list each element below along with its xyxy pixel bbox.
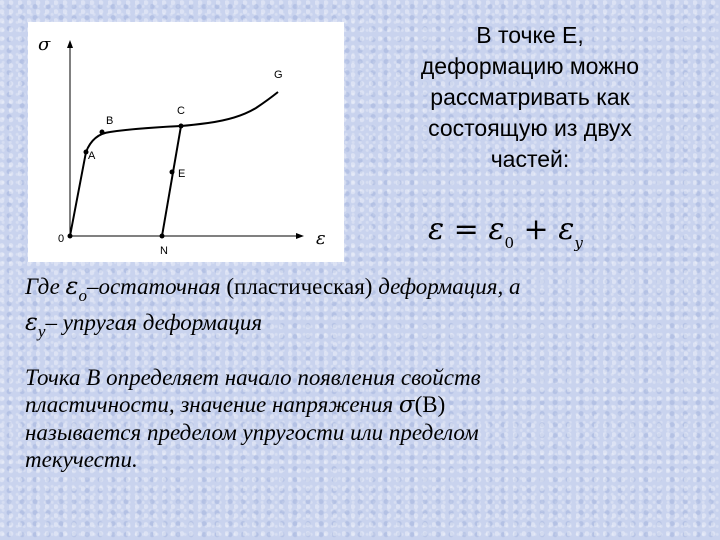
- heading-line: частей:: [490, 146, 570, 172]
- definition-elastic: упругая деформация: [62, 310, 263, 335]
- label-c: C: [177, 105, 185, 117]
- point-c: [179, 124, 184, 129]
- formula-plus: +: [523, 212, 549, 247]
- definition-line-2: [25, 308, 262, 342]
- formula-sub-y: y: [574, 234, 583, 252]
- epsilon-axis-label: ε: [316, 228, 326, 249]
- dash: –: [86, 274, 99, 299]
- eps-symbol: ε: [25, 308, 38, 336]
- paragraph-line: [25, 391, 715, 419]
- definition-plastic: (пластическая): [226, 274, 373, 299]
- definition-residual: остаточная: [98, 274, 221, 299]
- paragraph-line: Точка В определяет начало появления свойств: [25, 365, 481, 390]
- sigma-axis-arrow: [67, 40, 73, 48]
- label-e: E: [178, 168, 186, 180]
- sigma-argument: (B): [414, 392, 446, 417]
- heading-line: В точке Е,: [476, 22, 584, 48]
- heading-text: [355, 20, 705, 175]
- heading-line: рассматривать как: [430, 84, 630, 110]
- formula-equals: =: [453, 212, 479, 247]
- label-origin: 0: [58, 233, 65, 245]
- label-n: N: [160, 245, 168, 257]
- point-origin: [68, 234, 73, 239]
- eps-symbol: ε: [65, 272, 79, 300]
- point-n: [160, 234, 165, 239]
- heading-line: состоящую из двух: [428, 115, 632, 141]
- formula-term-plastic: ε: [488, 212, 505, 247]
- point-e: [170, 170, 175, 175]
- yield-point-paragraph: [25, 364, 715, 473]
- strain-sum-formula: [428, 212, 583, 252]
- unloading-line: [162, 126, 181, 236]
- epsy-sub: y: [37, 322, 46, 341]
- definition-line-1: [25, 272, 521, 306]
- definition-end: деформация, а: [378, 274, 521, 299]
- point-b: [100, 130, 105, 135]
- label-a: A: [88, 150, 96, 162]
- paragraph-line: называется пределом упругости или пределом: [25, 420, 479, 445]
- stress-strain-diagram: [28, 22, 344, 262]
- paragraph-line: текучести.: [25, 447, 138, 472]
- formula-term-elastic: ε: [558, 212, 575, 247]
- definition-where: Где: [25, 274, 60, 299]
- heading-line: деформацию можно: [420, 53, 640, 79]
- sigma-axis-label: σ: [38, 34, 51, 55]
- label-g: G: [274, 69, 283, 81]
- label-b: B: [106, 115, 114, 127]
- sigma-symbol: σ: [398, 392, 415, 418]
- formula-sub-0: 0: [504, 234, 514, 252]
- eps0-sub: o: [78, 286, 87, 305]
- dash: –: [45, 310, 57, 335]
- paragraph-line-2-text: пластичности, значение напряжения: [25, 392, 394, 417]
- stress-strain-svg: [28, 22, 344, 262]
- formula-lhs: ε: [428, 212, 445, 247]
- epsilon-axis-arrow: [296, 233, 304, 239]
